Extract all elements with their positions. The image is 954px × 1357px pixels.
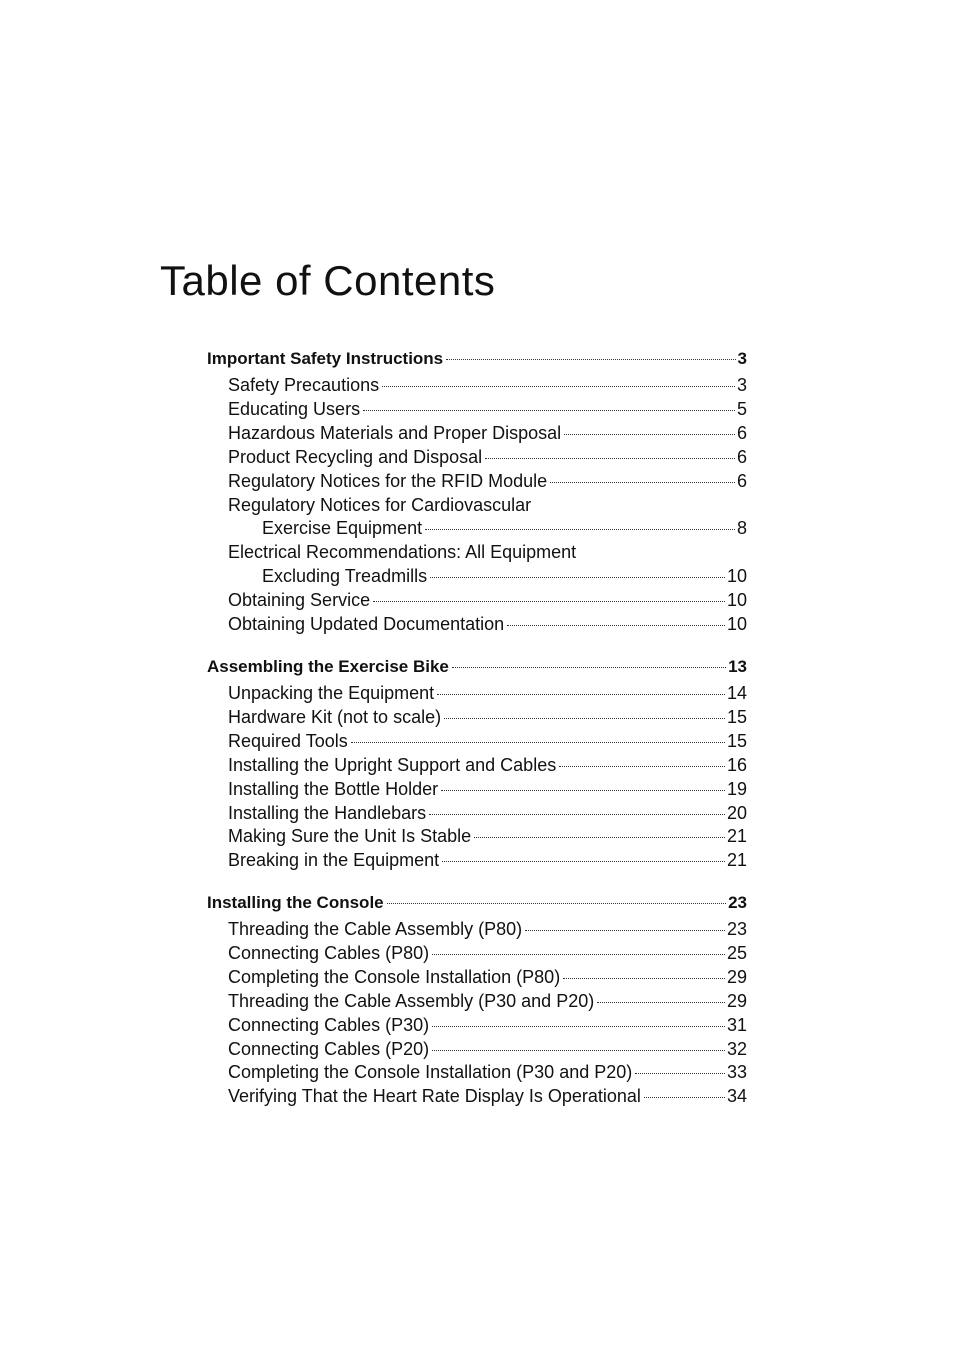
- toc-page-number: 6: [736, 422, 747, 443]
- toc-entry[interactable]: [0, 965, 954, 989]
- dot-leader: [507, 625, 725, 626]
- toc-entry-text: Installing the Handlebars: [228, 802, 427, 823]
- dot-leader: [373, 601, 725, 602]
- dot-leader: [446, 359, 735, 360]
- dot-leader: [437, 694, 725, 695]
- toc-page-number: 21: [726, 826, 747, 847]
- toc-entry[interactable]: [0, 612, 954, 636]
- toc-page-number: 15: [726, 730, 747, 751]
- dot-leader: [432, 1026, 725, 1027]
- toc-entry-text: Installing the Console: [207, 893, 384, 912]
- dot-leader: [474, 837, 725, 838]
- toc-page-number: 23: [726, 919, 747, 939]
- toc-entry[interactable]: [0, 848, 954, 872]
- dot-leader: [444, 718, 725, 719]
- dot-leader: [363, 410, 735, 411]
- dot-leader: [644, 1097, 725, 1098]
- toc-entry-text: Required Tools: [228, 730, 348, 751]
- toc-entry-text: Installing the Upright Support and Cables: [228, 754, 557, 775]
- toc-entry-text: Electrical Recommendations: All Equipment: [228, 542, 577, 563]
- toc-entry-text: Hazardous Materials and Proper Disposal: [228, 422, 562, 443]
- toc-entry-text: Regulatory Notices for the RFID Module: [228, 470, 548, 491]
- toc-entry[interactable]: [0, 469, 954, 493]
- toc-entry[interactable]: [0, 1084, 954, 1108]
- toc-entry-continuation[interactable]: [0, 516, 954, 540]
- toc-entry-continuation[interactable]: [0, 564, 954, 588]
- toc-entry[interactable]: [0, 540, 954, 564]
- toc-entry-text: Making Sure the Unit Is Stable: [228, 826, 472, 847]
- dot-leader: [425, 529, 735, 530]
- toc-page-number: 29: [726, 966, 747, 987]
- toc-page-number: 29: [726, 990, 747, 1011]
- toc-page-number: 32: [726, 1038, 747, 1059]
- dot-leader: [387, 903, 726, 904]
- toc-page-number: 6: [736, 446, 747, 467]
- toc-entry-text: Threading the Cable Assembly (P80): [228, 919, 523, 939]
- toc-entry-text: Connecting Cables (P30): [228, 1014, 430, 1035]
- toc-entry-text: Assembling the Exercise Bike: [207, 657, 449, 676]
- dot-leader: [550, 482, 735, 483]
- toc-entry-text: Obtaining Updated Documentation: [228, 614, 505, 634]
- toc-page-number: 31: [726, 1014, 747, 1035]
- dot-leader: [525, 930, 725, 931]
- toc-entry-text: Hardware Kit (not to scale): [228, 706, 442, 727]
- dot-leader: [351, 742, 725, 743]
- dot-leader: [441, 790, 725, 791]
- toc-entry-text: Product Recycling and Disposal: [228, 446, 483, 467]
- toc-entry-text: Completing the Console Installation (P30 and P20): [228, 1062, 633, 1083]
- dot-leader: [452, 667, 726, 668]
- toc-page-number: 20: [726, 802, 747, 823]
- toc-page-number: 19: [726, 778, 747, 799]
- dot-leader: [442, 861, 725, 862]
- toc-page-number: 8: [736, 518, 747, 539]
- dot-leader: [559, 766, 725, 767]
- dot-leader: [429, 814, 725, 815]
- toc-entry-text: Verifying That the Heart Rate Display Is Operational: [228, 1086, 641, 1107]
- page-title: Table of Contents: [160, 257, 496, 304]
- dot-leader: [635, 1073, 725, 1074]
- toc-entry[interactable]: [0, 681, 954, 705]
- toc-page-number: 10: [726, 614, 747, 634]
- dot-leader: [432, 1050, 725, 1051]
- dot-leader: [564, 434, 735, 435]
- dot-leader: [485, 458, 735, 459]
- toc-entry[interactable]: [0, 1037, 954, 1061]
- toc-page-number: 3: [736, 375, 747, 395]
- toc-entry-text: Important Safety Instructions: [207, 349, 444, 368]
- toc-entry-text: Connecting Cables (P20): [228, 1038, 430, 1059]
- toc-entry-text: Obtaining Service: [228, 590, 371, 611]
- toc-page-number: 6: [736, 470, 747, 491]
- toc-page-number: 15: [726, 706, 747, 727]
- toc-entry[interactable]: [0, 941, 954, 965]
- toc-entry[interactable]: [0, 445, 954, 469]
- toc-entry-text: Breaking in the Equipment: [228, 850, 440, 871]
- toc-entry[interactable]: [0, 801, 954, 825]
- toc-entry[interactable]: [0, 705, 954, 729]
- toc-page-number: 13: [728, 657, 747, 676]
- toc-page-number: 5: [736, 398, 747, 419]
- toc-entry[interactable]: [0, 917, 954, 941]
- toc-entry-text: Exercise Equipment: [262, 518, 423, 539]
- dot-leader: [597, 1002, 725, 1003]
- toc-entry[interactable]: [0, 1013, 954, 1037]
- toc-page-number: 10: [726, 590, 747, 611]
- toc-page-number: 23: [728, 893, 747, 912]
- toc-entry[interactable]: [0, 824, 954, 848]
- toc-entry[interactable]: [0, 989, 954, 1013]
- toc-entry-text: Threading the Cable Assembly (P30 and P20): [228, 990, 595, 1011]
- toc-page-number: 25: [726, 942, 747, 963]
- dot-leader: [563, 978, 725, 979]
- toc-entry-text: Educating Users: [228, 398, 361, 419]
- toc-page-number: 16: [726, 754, 747, 775]
- toc-entry-text: Unpacking the Equipment: [228, 683, 435, 703]
- toc-entry[interactable]: [0, 397, 954, 421]
- toc-entry-text: Installing the Bottle Holder: [228, 778, 439, 799]
- toc-entry[interactable]: [0, 729, 954, 753]
- toc-entry[interactable]: [0, 493, 954, 517]
- toc-section-heading[interactable]: [0, 347, 954, 371]
- toc-entry[interactable]: [0, 588, 954, 612]
- toc-page-number: 10: [726, 566, 747, 587]
- toc-page-number: 3: [737, 349, 747, 368]
- toc-section-heading[interactable]: [0, 891, 954, 915]
- dot-leader: [430, 577, 725, 578]
- toc-entry-text: Completing the Console Installation (P80): [228, 966, 561, 987]
- toc-entry-text: Connecting Cables (P80): [228, 942, 430, 963]
- toc-section-heading[interactable]: [0, 655, 954, 679]
- dot-leader: [432, 954, 725, 955]
- toc-page-number: 14: [726, 683, 747, 703]
- toc-entry[interactable]: [0, 777, 954, 801]
- toc-page-number: 34: [726, 1086, 747, 1107]
- toc-entry-text: Excluding Treadmills: [262, 566, 428, 587]
- toc-page-number: 33: [726, 1062, 747, 1083]
- toc-entry[interactable]: [0, 753, 954, 777]
- toc-page-number: 21: [726, 850, 747, 871]
- dot-leader: [382, 386, 735, 387]
- toc-entry-text: Regulatory Notices for Cardiovascular: [228, 494, 532, 515]
- toc-entry[interactable]: [0, 373, 954, 397]
- toc-entry-text: Safety Precautions: [228, 375, 380, 395]
- toc-entry[interactable]: [0, 421, 954, 445]
- toc-entry[interactable]: [0, 1060, 954, 1084]
